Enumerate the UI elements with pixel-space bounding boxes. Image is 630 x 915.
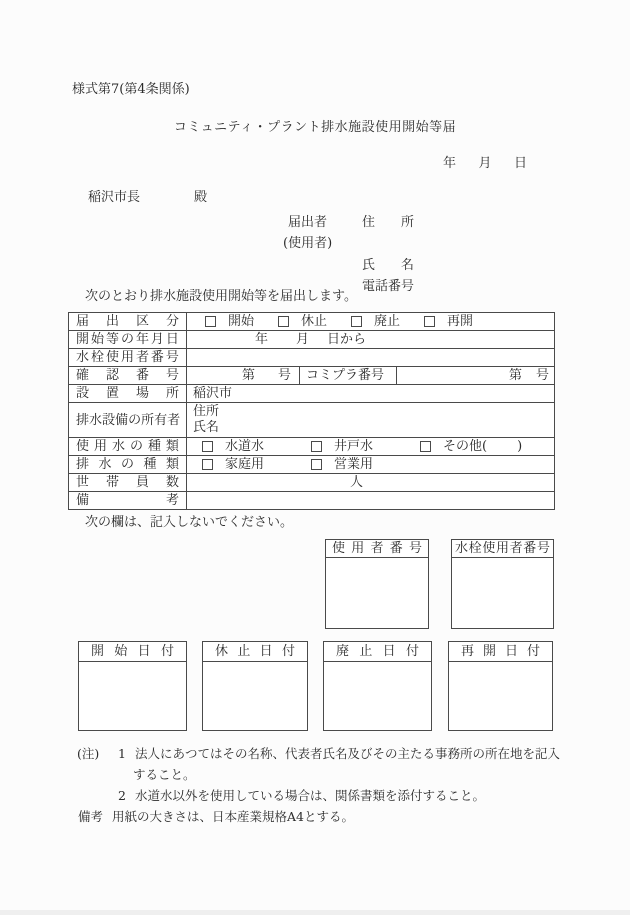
office-box-user-number-title: 使 用 者 番 号 [326,540,428,558]
option-start-label: 開始 [228,314,255,329]
checkbox-resume [424,316,435,327]
water-type-options [187,438,554,455]
row-label-location: 設 置 場 所 [69,385,187,402]
option-start [205,315,254,328]
remarks-value [187,492,554,509]
office-box-abolish-date-title: 廃 止 日 付 [324,642,431,662]
number-suffix: 号 [535,368,549,383]
office-box-start-date [78,641,187,731]
household-size-cell [187,474,554,491]
komipura-number-label: コミプラ番号 [300,367,397,384]
option-household-use [202,458,264,471]
table-row-owner [69,402,554,437]
office-box-abolish-date [323,641,432,731]
checkbox-abolish [351,316,362,327]
office-use-note: 次の欄は、記入しないでください。 [85,515,294,530]
checkbox-suspend [278,316,289,327]
row-label-remarks: 備 考 [69,492,187,509]
page-bottom-edge [0,910,630,915]
option-waterworks-label: 水道水 [225,439,265,454]
submitter-phone-label: 電 話 番 号 [362,279,415,294]
biko-label: 備考 [78,809,104,824]
note1-line2: すること。 [133,767,196,782]
month-label: 月 [296,332,310,347]
biko-text: 用紙の大きさは、日本産業規格A4とする。 [112,809,354,824]
office-box-user-number [325,539,429,629]
checkbox-household-use [202,459,213,470]
row-label-drain-type: 排 水 の 種 類 [69,456,187,473]
office-box-suspend-date [202,641,308,731]
table-row-drain-type [69,455,554,473]
day-from-label: 日から [327,332,367,347]
option-household-use-label: 家庭用 [225,457,265,472]
note2-line1: 水道水以外を使用している場合は、関係書類を添付すること。 [135,788,486,803]
submitter-address-label: 住 所 [362,215,414,230]
checkbox-waterworks [202,441,213,452]
intro-sentence: 次のとおり排水施設使用開始等を届出します。 [85,289,357,304]
checkbox-business-use [311,459,322,470]
office-box-start-date-title: 開 始 日 付 [79,642,186,662]
komipura-number-cell [397,367,554,384]
option-other-label: その他( [443,439,488,454]
option-suspend-label: 休止 [301,314,328,329]
row-label-water-type: 使 用 水 の 種 類 [69,438,187,455]
owner-address-label: 住所 [193,404,220,419]
person-unit-label: 人 [350,475,364,490]
option-other [420,440,522,453]
confirmation-number-cell [187,367,300,384]
start-date-fields [187,331,554,348]
location-value: 稲沢市 [193,386,233,401]
date-line: 年 月 日 [443,156,527,171]
addressee-honorific: 殿 [194,190,208,205]
table-row-application-type [69,313,554,330]
owner-fields [187,403,554,437]
drain-type-options [187,456,554,473]
application-type-options [187,313,554,330]
option-business-use-label: 営業用 [334,457,374,472]
office-box-tap-user-number-title: 水 栓 使 用 者 番 号 [452,540,553,558]
row-label-owner: 排 水 設 備 の 所 有 者 [69,403,187,437]
table-row-tap-user-number [69,348,554,366]
note1-line1: 法人にあつてはその名称、代表者氏名及びその主たる事務所の所在地を記入 [135,746,561,761]
table-row-water-type [69,437,554,455]
row-label-confirmation-number: 確 認 番 号 [69,367,187,384]
number-prefix: 第 [241,368,255,383]
row-label-start-date: 開 始 等 の 年 月 日 [69,331,187,348]
note1-number: 1 [118,746,126,761]
table-row-start-date [69,330,554,348]
row-label-application-type: 届 出 区 分 [69,313,187,330]
checkbox-well [311,441,322,452]
application-table [68,312,555,510]
year-label: 年 [255,332,269,347]
option-business-use [311,458,373,471]
row-label-tap-user-number: 水 栓 使 用 者 番 号 [69,349,187,366]
office-box-resume-date [448,641,553,731]
addressee-line [88,191,207,204]
number-suffix: 号 [277,368,291,383]
option-well-label: 井戸水 [334,439,374,454]
row-label-household-size: 世 帯 員 数 [69,474,187,491]
option-abolish-label: 廃止 [374,314,401,329]
form-title: コミュニティ・プラント排水施設使用開始等届 [173,120,457,135]
table-row-remarks [69,491,554,509]
option-resume-label: 再開 [447,314,474,329]
office-box-suspend-date-title: 休 止 日 付 [203,642,307,662]
submitter-name-label: 氏 名 [362,258,414,273]
note-mark: (注) [77,746,100,761]
addressee-name: 稲沢市長 [88,190,141,205]
submitter-sublabel: (使用者) [283,236,333,251]
tap-user-number-value [187,349,554,366]
office-box-resume-date-title: 再 開 日 付 [449,642,552,662]
office-box-tap-user-number [451,539,554,629]
option-waterworks [202,440,264,453]
table-row-household-size [69,473,554,491]
option-resume [424,315,473,328]
submitter-label: 届出者 [288,215,328,230]
number-prefix: 第 [508,368,522,383]
option-suspend [278,315,327,328]
option-abolish [351,315,400,328]
option-other-close: ) [517,439,523,454]
table-row-confirmation-number [69,366,554,384]
note2-number: 2 [118,788,126,803]
checkbox-other [420,441,431,452]
option-well [311,440,373,453]
table-row-location [69,384,554,402]
checkbox-start [205,316,216,327]
owner-name-label: 氏名 [193,420,220,435]
form-number: 様式第7(第4条関係) [72,82,190,97]
